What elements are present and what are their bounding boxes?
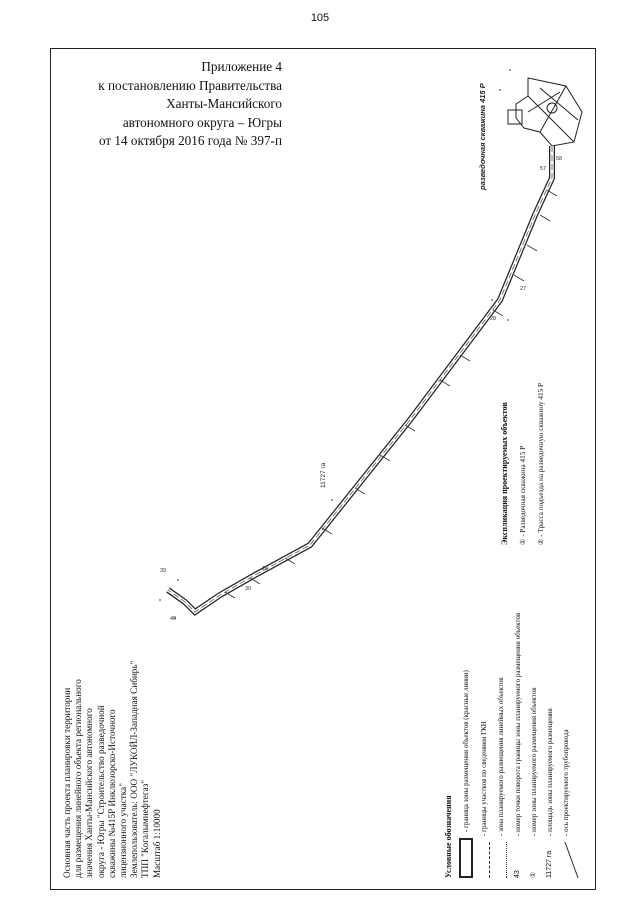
explication-item: ② - Трасса подъезда на разведочную скважину 415 Р bbox=[537, 382, 545, 545]
explication-title: Экспликация проектируемых объектов bbox=[500, 402, 509, 545]
area-label: 11727 га bbox=[320, 462, 327, 488]
route-corridor bbox=[168, 146, 552, 612]
legend-row bbox=[545, 613, 555, 878]
stamp-line: для размещения линейного объекта регионального bbox=[73, 679, 84, 878]
boundary-dots bbox=[159, 69, 511, 619]
appendix-line: от 14 октября 2016 года № 397-п bbox=[98, 133, 282, 148]
svg-text:26: 26 bbox=[262, 566, 269, 572]
stamp-line: значения Ханты-Мансийского автономного bbox=[84, 708, 95, 878]
legend-item: - номер точки поворота границы зоны планируемого размещения объектов bbox=[513, 612, 522, 836]
svg-text:28: 28 bbox=[490, 316, 497, 322]
legend-item: - номер зоны планируемого размещения объектов bbox=[529, 687, 538, 836]
stamp-line: лицензионного участка" bbox=[118, 783, 129, 878]
stamp-line: Землепользователь: ООО "ЛУКОЙЛ-Западная Сибирь" bbox=[129, 660, 140, 878]
explication-item: ① - Разведочная скважина 415 Р bbox=[519, 445, 527, 545]
svg-text:39: 39 bbox=[160, 568, 167, 574]
legend bbox=[444, 613, 572, 878]
stamp-line: Основная часть проекта планировки территории bbox=[62, 687, 72, 878]
stamp-line: скважины №415Р Инклюзорско-Источного bbox=[106, 709, 117, 878]
stamp-line: округа - Югры "Строительство разведочной bbox=[95, 705, 106, 878]
svg-text:27: 27 bbox=[520, 286, 527, 292]
legend-title: Условные обозначения bbox=[444, 795, 453, 878]
svg-text:30: 30 bbox=[245, 586, 252, 592]
appendix-line: автономного округа – Югры bbox=[122, 114, 282, 130]
page-number: 105 bbox=[310, 12, 330, 24]
legend-item: - граница зоны размещения объектов (красные линии) bbox=[461, 670, 470, 832]
legend-row bbox=[459, 613, 473, 878]
well-label: разведочная скважина 415 Р bbox=[478, 83, 487, 190]
appendix-line: к постановлению Правительства bbox=[98, 77, 282, 93]
well-site bbox=[508, 78, 582, 146]
appendix-line: Приложение 4 bbox=[201, 59, 282, 74]
appendix-line: Ханты-Мансийского bbox=[166, 96, 282, 111]
legend-row bbox=[561, 613, 572, 878]
title-stamp bbox=[62, 661, 163, 878]
area-symbol: 11727 га bbox=[546, 850, 553, 878]
explication bbox=[500, 383, 546, 545]
stamp-line: Масштаб 1:10000 bbox=[151, 809, 162, 878]
zone-number-symbol-icon: ① bbox=[529, 871, 537, 878]
legend-item: - ось проектируемого трубопровода bbox=[562, 729, 570, 836]
legend-row bbox=[496, 613, 507, 878]
zone-symbol-icon bbox=[496, 842, 507, 878]
red-line-symbol-icon bbox=[459, 838, 473, 878]
svg-text:40: 40 bbox=[170, 616, 177, 622]
legend-item: - площадь зоны планируемого размещения bbox=[545, 708, 554, 836]
turn-point-symbol: 43 bbox=[514, 870, 521, 878]
legend-item: - зона планируемого размещения линейных объектов bbox=[497, 677, 505, 836]
legend-item: - границы участков по сведениям ГКН bbox=[480, 721, 488, 836]
svg-text:58: 58 bbox=[556, 156, 563, 162]
legend-row bbox=[513, 613, 523, 878]
stamp-line: ТПП "Когалымнефтегаз" bbox=[140, 779, 151, 878]
parcel-boundary-symbol-icon bbox=[479, 842, 490, 878]
svg-text:57: 57 bbox=[540, 166, 547, 172]
legend-row bbox=[479, 613, 490, 878]
legend-row bbox=[529, 613, 539, 878]
